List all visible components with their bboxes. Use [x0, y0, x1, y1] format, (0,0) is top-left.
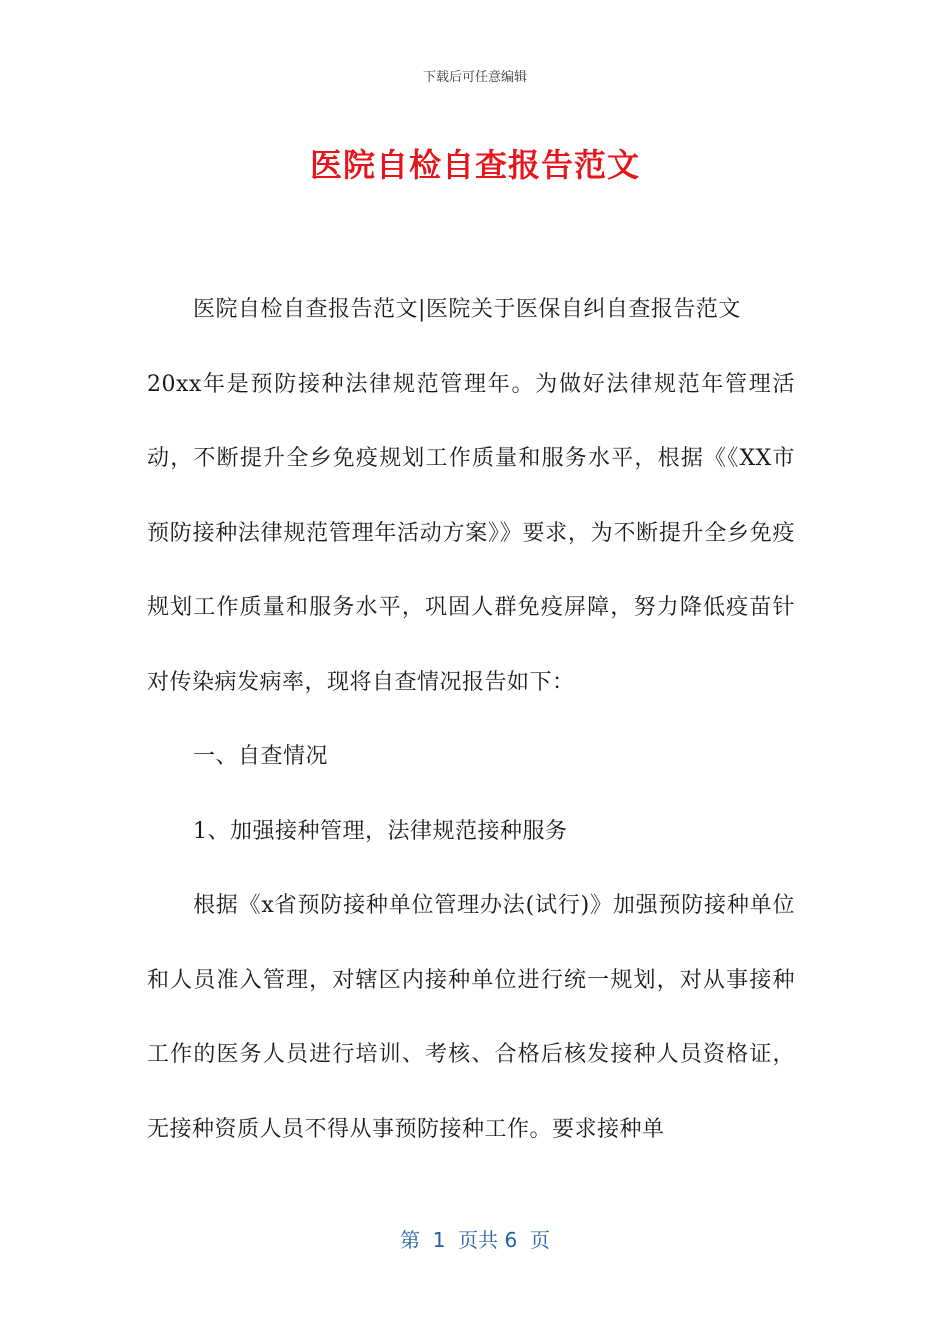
subsection-heading: 1、加强接种管理，法律规范接种服务	[193, 818, 568, 844]
page-number-footer: 第 1 页共 6 页	[400, 1228, 550, 1252]
paragraph-management: 根据《x省预防接种单位管理办法(试行)》加强预防接种单位和人员准入管理，对辖区内接种单位进行统一规划，对从事接种工作的医务人员进行培训、考核、合格后核发接种人员资格证，无接种资质人员不得从事预防接种工作。要求接种单	[147, 893, 795, 1142]
document-body	[147, 273, 795, 1167]
paragraph-background: 20xx年是预防接种法律规范管理年。为做好法律规范年管理活动，不断提升全乡免疫规划工作质量和服务水平，根据《《XX市预防接种法律规范管理年活动方案》》要求，为不断提升全乡免疫规划工作质量和服务水平，巩固人群免疫屏障，努力降低疫苗针对传染病发病率，现将自查情况报告如下：	[147, 371, 795, 695]
header-note: 下载后可任意编辑	[422, 70, 527, 85]
paragraph-intro: 医院自检自查报告范文|医院关于医保自纠自查报告范文	[193, 297, 741, 322]
document-title: 医院自检自查报告范文	[309, 146, 640, 184]
section-heading: 一、自查情况	[193, 744, 329, 769]
